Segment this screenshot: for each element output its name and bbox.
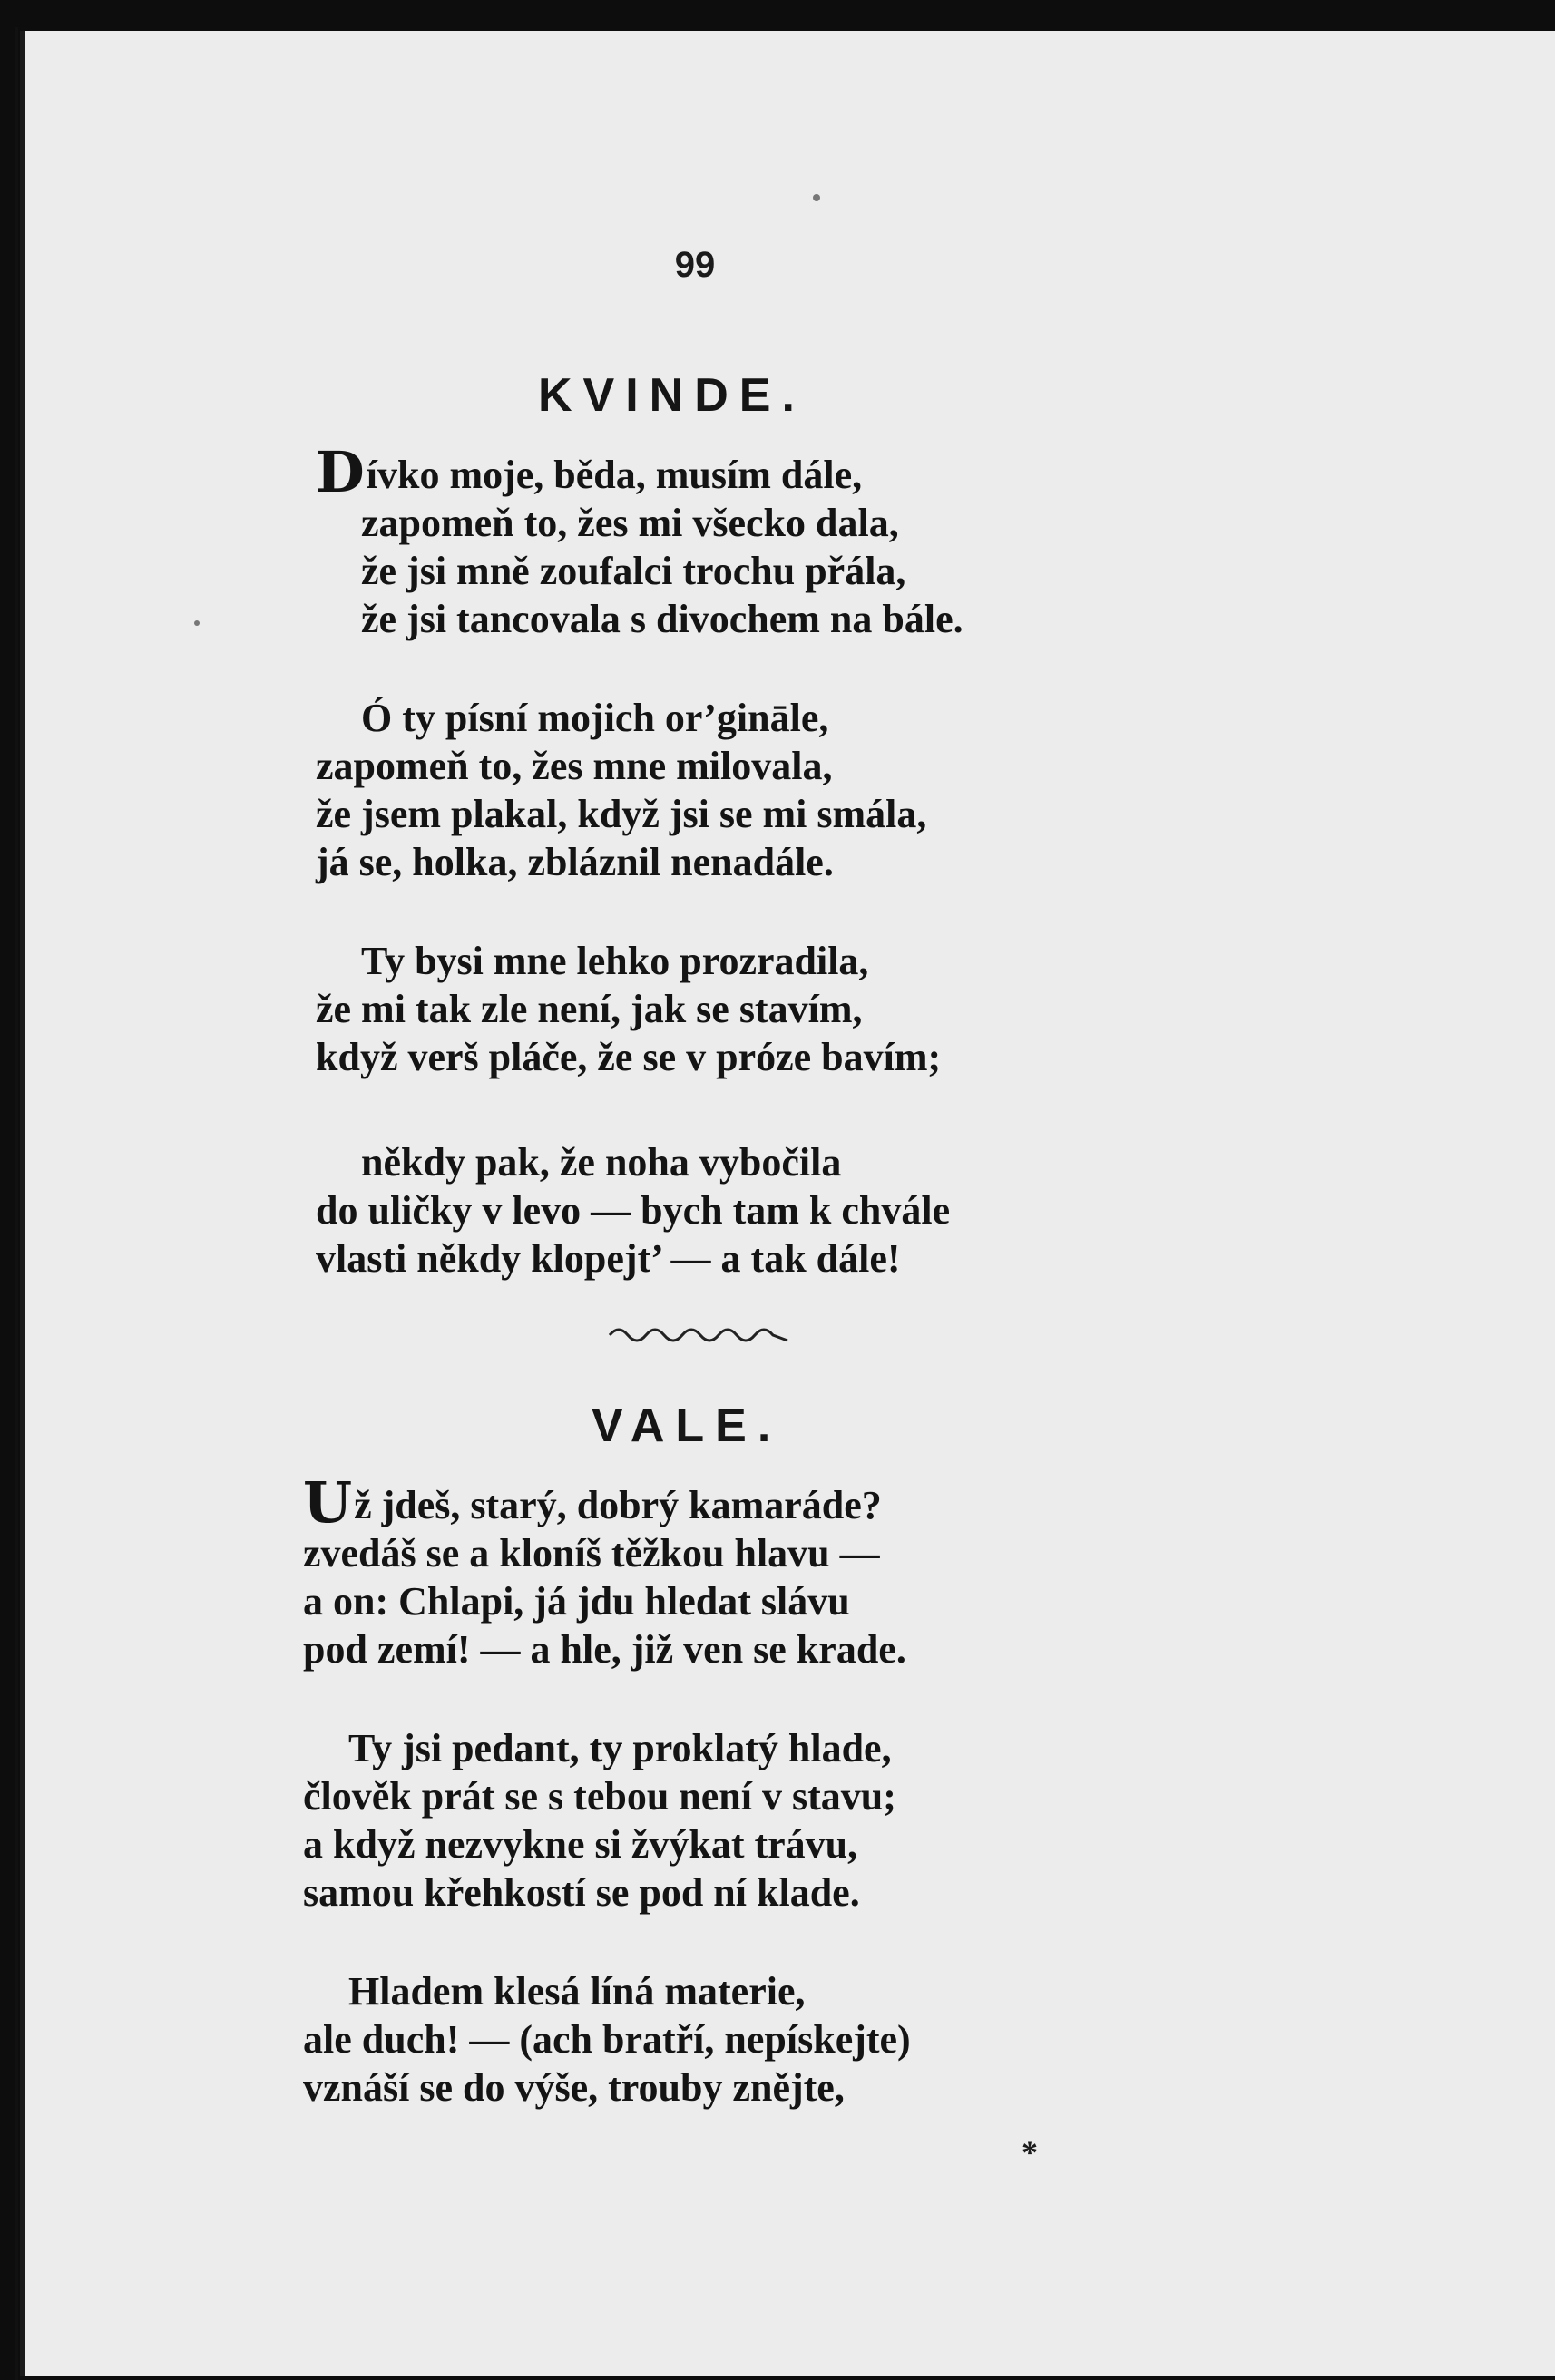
poem-line: Ty bysi mne lehko prozradila, xyxy=(361,939,869,983)
poem-line: někdy pak, že noha vybočila xyxy=(361,1140,842,1185)
poem-line: ale duch! — (ach bratří, nepískejte) xyxy=(303,2017,911,2062)
ornamental-divider xyxy=(606,1319,806,1346)
paper-speck xyxy=(194,620,200,626)
poem-line: člověk prát se s tebou není v stavu; xyxy=(303,1774,896,1819)
poem-line: když verš pláče, že se v próze bavím; xyxy=(316,1035,942,1079)
poem-line: Ty jsi pedant, ty proklatý hlade, xyxy=(348,1726,892,1770)
poem-line: a on: Chlapi, já jdu hledat slávu xyxy=(303,1579,850,1624)
poem-title-kvinde: KVINDE. xyxy=(538,369,806,422)
page-edge-rule xyxy=(15,27,18,2380)
drop-cap-initial: D xyxy=(316,439,365,505)
paper-speck xyxy=(813,194,820,201)
poem-line: Ó ty písní mojich or’gināle, xyxy=(361,696,829,740)
signature-mark: * xyxy=(1022,2134,1038,2170)
poem-line: zvedáš se a kloníš těžkou hlavu — xyxy=(303,1531,880,1575)
poem-text xyxy=(25,31,1555,2376)
poem-title-vale: VALE. xyxy=(592,1400,782,1452)
poem-line: pod zemí! — a hle, již ven se krade. xyxy=(303,1627,906,1672)
poem-line: Hladem klesá líná materie, xyxy=(348,1969,806,2014)
poem-line: vlasti někdy klopejt’ — a tak dále! xyxy=(316,1236,901,1281)
poem-line: vznáší se do výše, trouby znějte, xyxy=(303,2065,845,2110)
poem-line: že jsem plakal, když jsi se mi smála, xyxy=(316,792,927,836)
poem-line: že jsi tancovala s divochem na bále. xyxy=(361,597,963,641)
poem-line xyxy=(316,439,863,505)
poem-line: zapomeň to, žes mi všecko dala, xyxy=(361,501,899,545)
poem-line: že jsi mně zoufalci trochu přála, xyxy=(361,549,906,593)
poem-line-rest: ívko moje, běda, musím dále, xyxy=(366,453,863,497)
poem-line: zapomeň to, žes mne milovala, xyxy=(316,744,833,788)
page-number: 99 xyxy=(674,245,716,285)
poem-line: já se, holka, zbláznil nenadále. xyxy=(316,840,834,884)
poem-line-rest: ž jdeš, starý, dobrý kamaráde? xyxy=(354,1483,882,1527)
poem-line: a když nezvykne si žvýkat trávu, xyxy=(303,1822,858,1867)
poem-line: že mi tak zle není, jak se stavím, xyxy=(316,987,863,1031)
poem-line xyxy=(303,1469,882,1536)
poem-line: samou křehkostí se pod ní klade. xyxy=(303,1870,860,1915)
drop-cap-initial: U xyxy=(303,1469,353,1536)
poem-line: do uličky v levo — bych tam k chvále xyxy=(316,1188,951,1233)
book-page xyxy=(20,31,1555,2376)
